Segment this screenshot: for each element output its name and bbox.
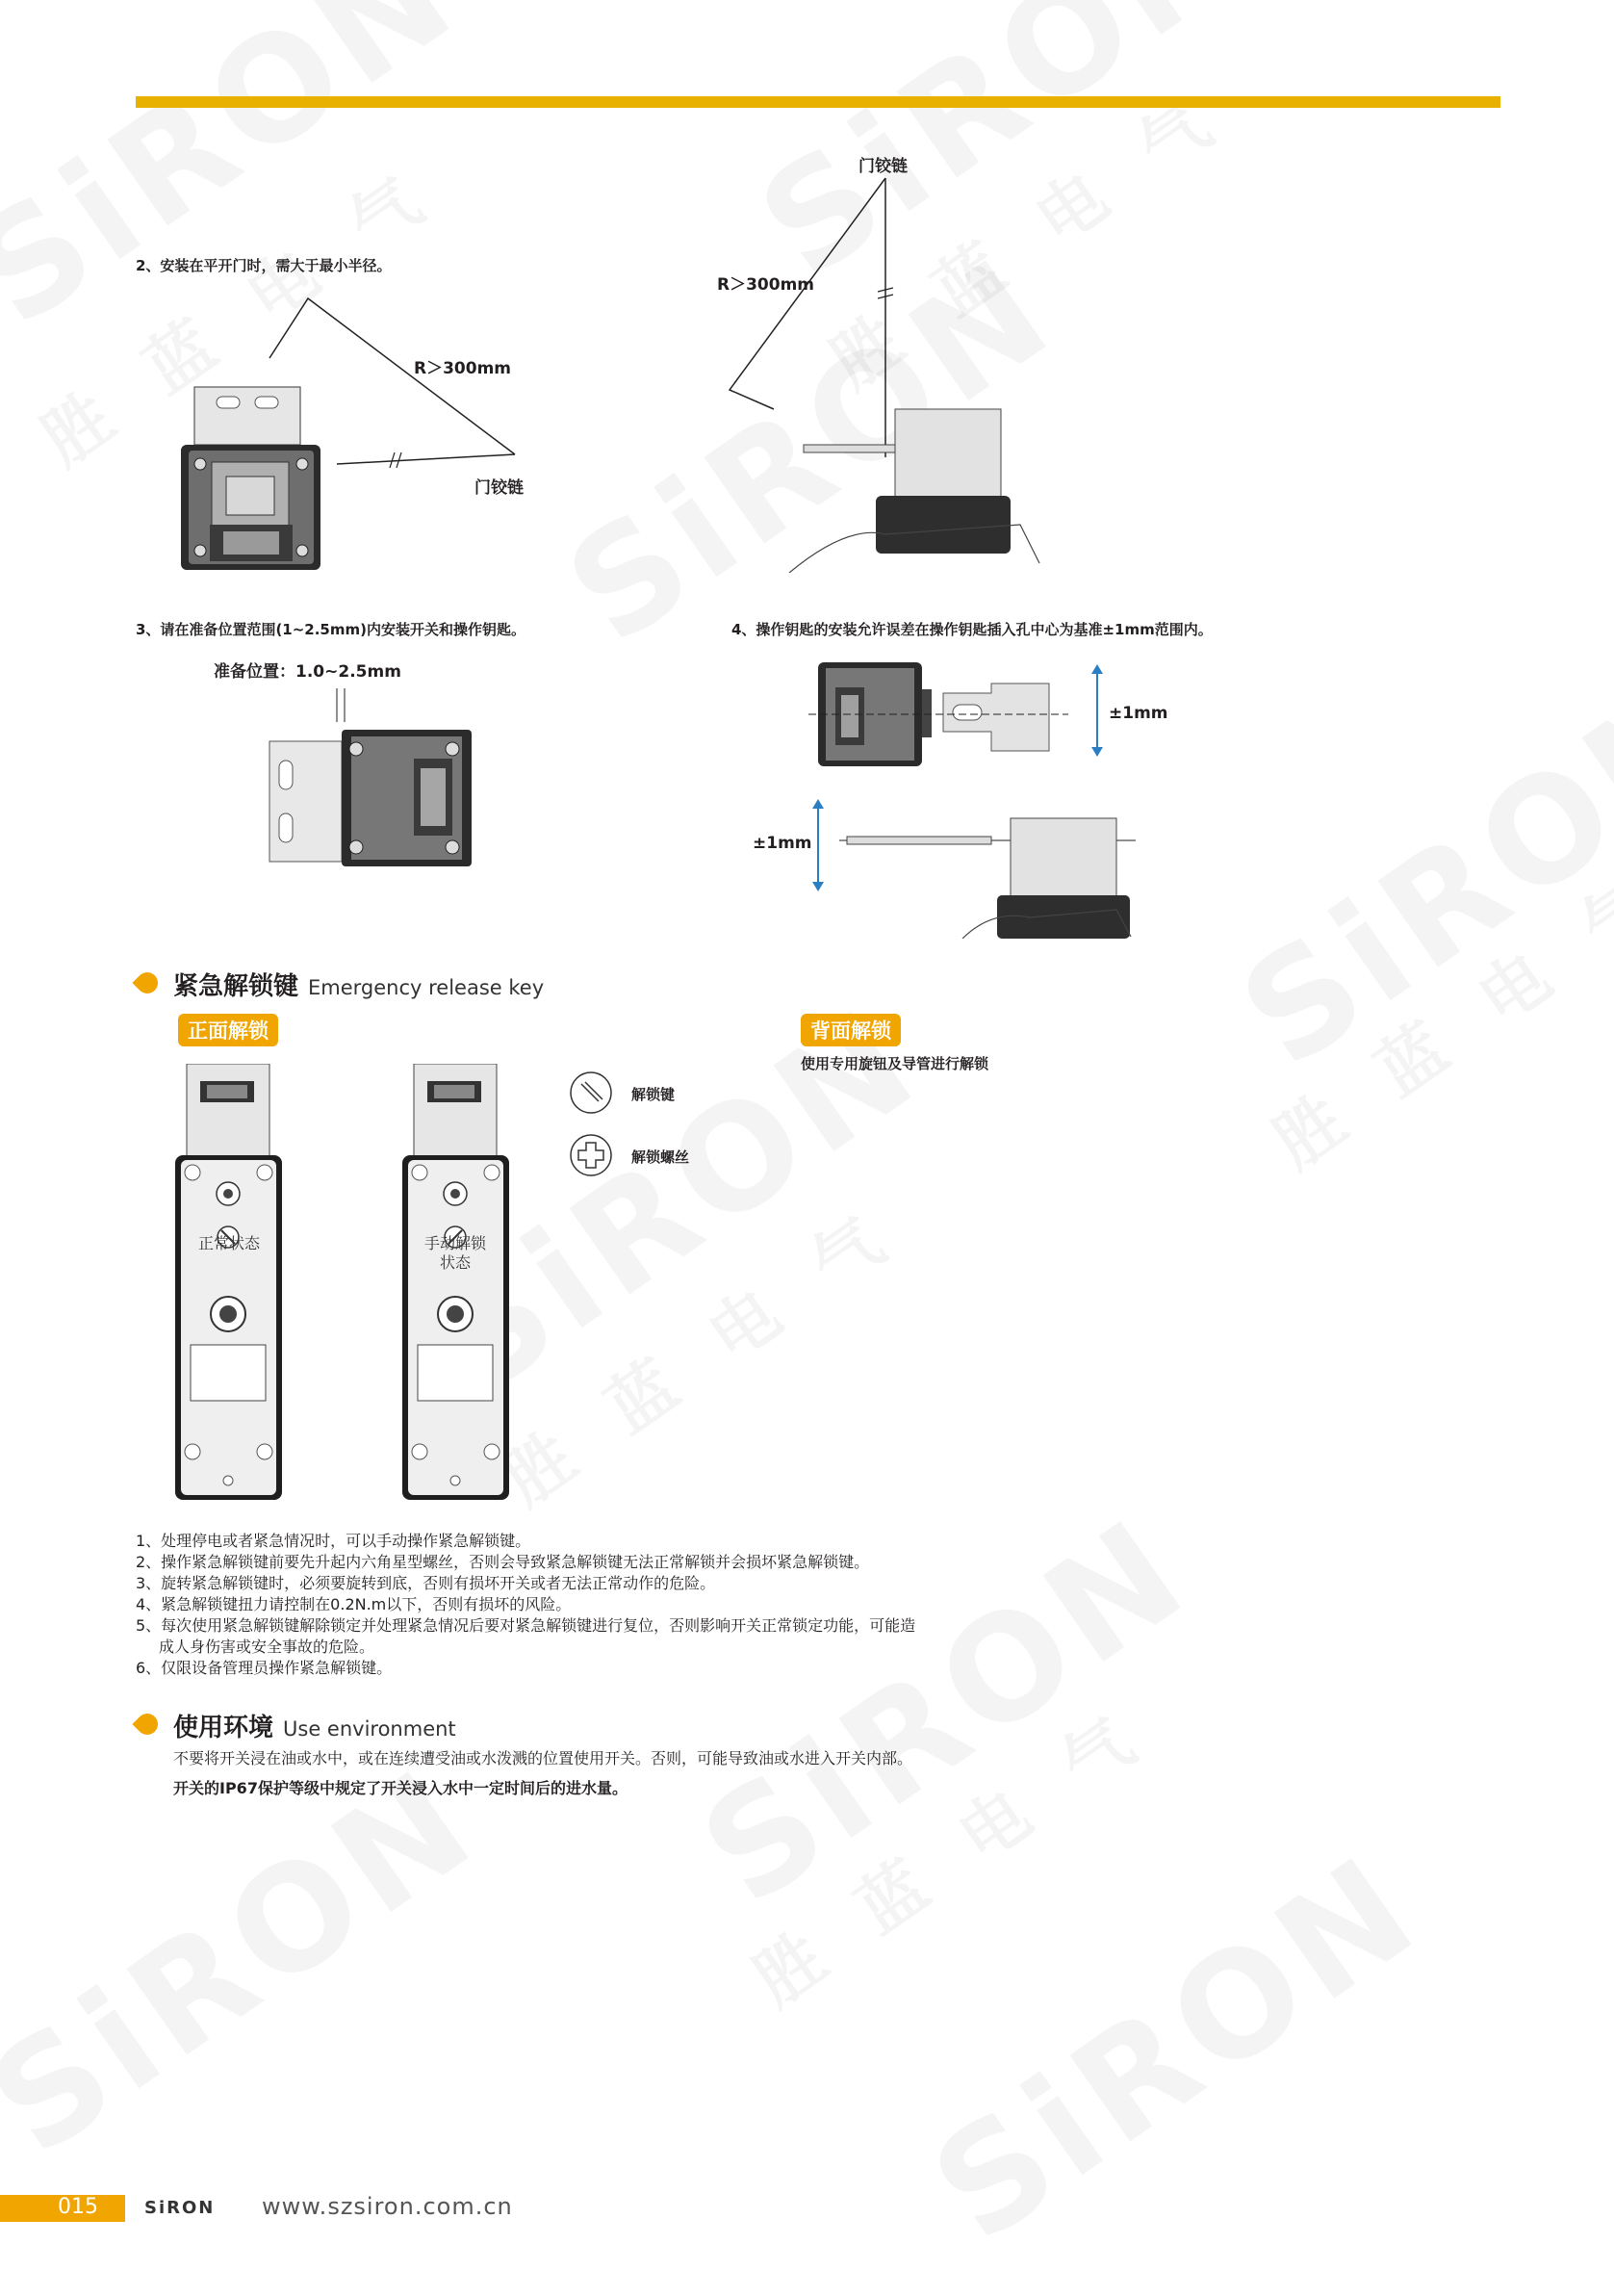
device-manual-release-state xyxy=(400,1064,511,1502)
emergency-title-en: Emergency release key xyxy=(308,976,545,999)
environment-title-en: Use environment xyxy=(283,1717,456,1741)
section-bullet-icon xyxy=(132,967,162,997)
emergency-title-cn: 紧急解锁键 xyxy=(173,972,299,1001)
emergency-notes xyxy=(136,1531,915,1679)
door-radius-diagram-left xyxy=(173,289,539,578)
emergency-note: 3、旋转紧急解锁键时，必须要旋转到底，否则有损坏开关或者无法正常动作的危险。 xyxy=(136,1574,716,1592)
radius-label-left: R＞300mm xyxy=(414,359,512,378)
prep-position-diagram xyxy=(260,684,481,876)
environment-text-2: 开关的IP67保护等级中规定了开关浸入水中一定时间后的进水量。 xyxy=(173,1779,628,1797)
unlock-key-icon xyxy=(569,1071,613,1115)
key-tolerance-diagram-bottom xyxy=(837,813,1145,939)
front-release-badge: 正面解锁 xyxy=(178,1014,278,1046)
device-normal-state xyxy=(173,1064,284,1502)
header-accent-bar xyxy=(136,96,1500,108)
environment-section-title xyxy=(173,1708,456,1743)
watermark-logo xyxy=(0,1737,505,2187)
unlock-screw-icon xyxy=(569,1133,613,1177)
door-radius-diagram-right xyxy=(712,168,1078,573)
device-manual-label-line2: 状态 xyxy=(439,1253,471,1272)
page-number: 015 xyxy=(58,2195,98,2219)
back-release-badge: 背面解锁 xyxy=(801,1014,901,1046)
environment-text-1: 不要将开关浸在油或水中，或在连续遭受油或水泼溅的位置使用开关。否则，可能导致油或水进入开关内部。 xyxy=(173,1749,913,1767)
back-release-desc: 使用专用旋钮及导管进行解锁 xyxy=(801,1055,989,1072)
legend-screw-label: 解锁螺丝 xyxy=(631,1148,690,1166)
emergency-note: 4、紧急解锁键扭力请控制在0.2N.m以下，否则有损坏的风险。 xyxy=(136,1595,572,1613)
watermark-logo xyxy=(905,1823,1448,2274)
emergency-section-title xyxy=(173,967,544,1002)
watermark-text xyxy=(481,1157,947,1524)
install-step-2: 2、安装在平开门时，需大于最小半径。 xyxy=(136,257,392,274)
prep-position-label: 准备位置：1.0~2.5mm xyxy=(214,662,401,682)
footer-brand-logo: SiRON xyxy=(144,2198,216,2218)
key-tolerance-diagram-top xyxy=(808,655,1116,770)
legend-key-label: 解锁键 xyxy=(631,1086,676,1103)
footer-url[interactable]: www.szsiron.com.cn xyxy=(262,2193,513,2220)
tolerance-arrow-top xyxy=(1088,662,1107,759)
device-manual-label-line1: 手动解锁 xyxy=(423,1234,486,1252)
emergency-note: 5、每次使用紧急解锁键解除锁定并处理紧急情况后要对紧急解锁键进行复位，否则影响开关正常锁定功能，可能造 xyxy=(136,1616,916,1635)
hinge-label-right: 门铰链 xyxy=(858,157,908,176)
device-manual-label xyxy=(397,1234,513,1273)
install-step-4: 4、操作钥匙的安装允许误差在操作钥匙插入孔中心为基准±1mm范围内。 xyxy=(731,621,1213,638)
watermark-logo xyxy=(1213,649,1614,1099)
tolerance-label-bottom: ±1mm xyxy=(753,834,812,853)
watermark-text xyxy=(731,1658,1197,2025)
section-bullet-icon xyxy=(132,1709,162,1739)
watermark-text xyxy=(1251,820,1614,1187)
hinge-label-left: 门铰链 xyxy=(474,478,524,498)
install-step-3: 3、请在准备位置范围(1~2.5mm)内安装开关和操作钥匙。 xyxy=(136,621,525,638)
emergency-note: 成人身伤害或安全事故的危险。 xyxy=(159,1638,375,1656)
emergency-note: 2、操作紧急解锁键前要先升起内六角星型螺丝，否则会导致紧急解锁键无法正常解锁并会损坏紧急解锁键。 xyxy=(136,1553,870,1571)
tolerance-label-top: ±1mm xyxy=(1109,704,1168,723)
device-normal-label: 正常状态 xyxy=(197,1234,260,1252)
radius-label-right: R＞300mm xyxy=(717,275,815,295)
environment-title-cn: 使用环境 xyxy=(173,1714,274,1742)
emergency-note: 6、仅限设备管理员操作紧急解锁键。 xyxy=(136,1659,393,1677)
emergency-note: 1、处理停电或者紧急情况时，可以手动操作紧急解锁键。 xyxy=(136,1532,531,1550)
